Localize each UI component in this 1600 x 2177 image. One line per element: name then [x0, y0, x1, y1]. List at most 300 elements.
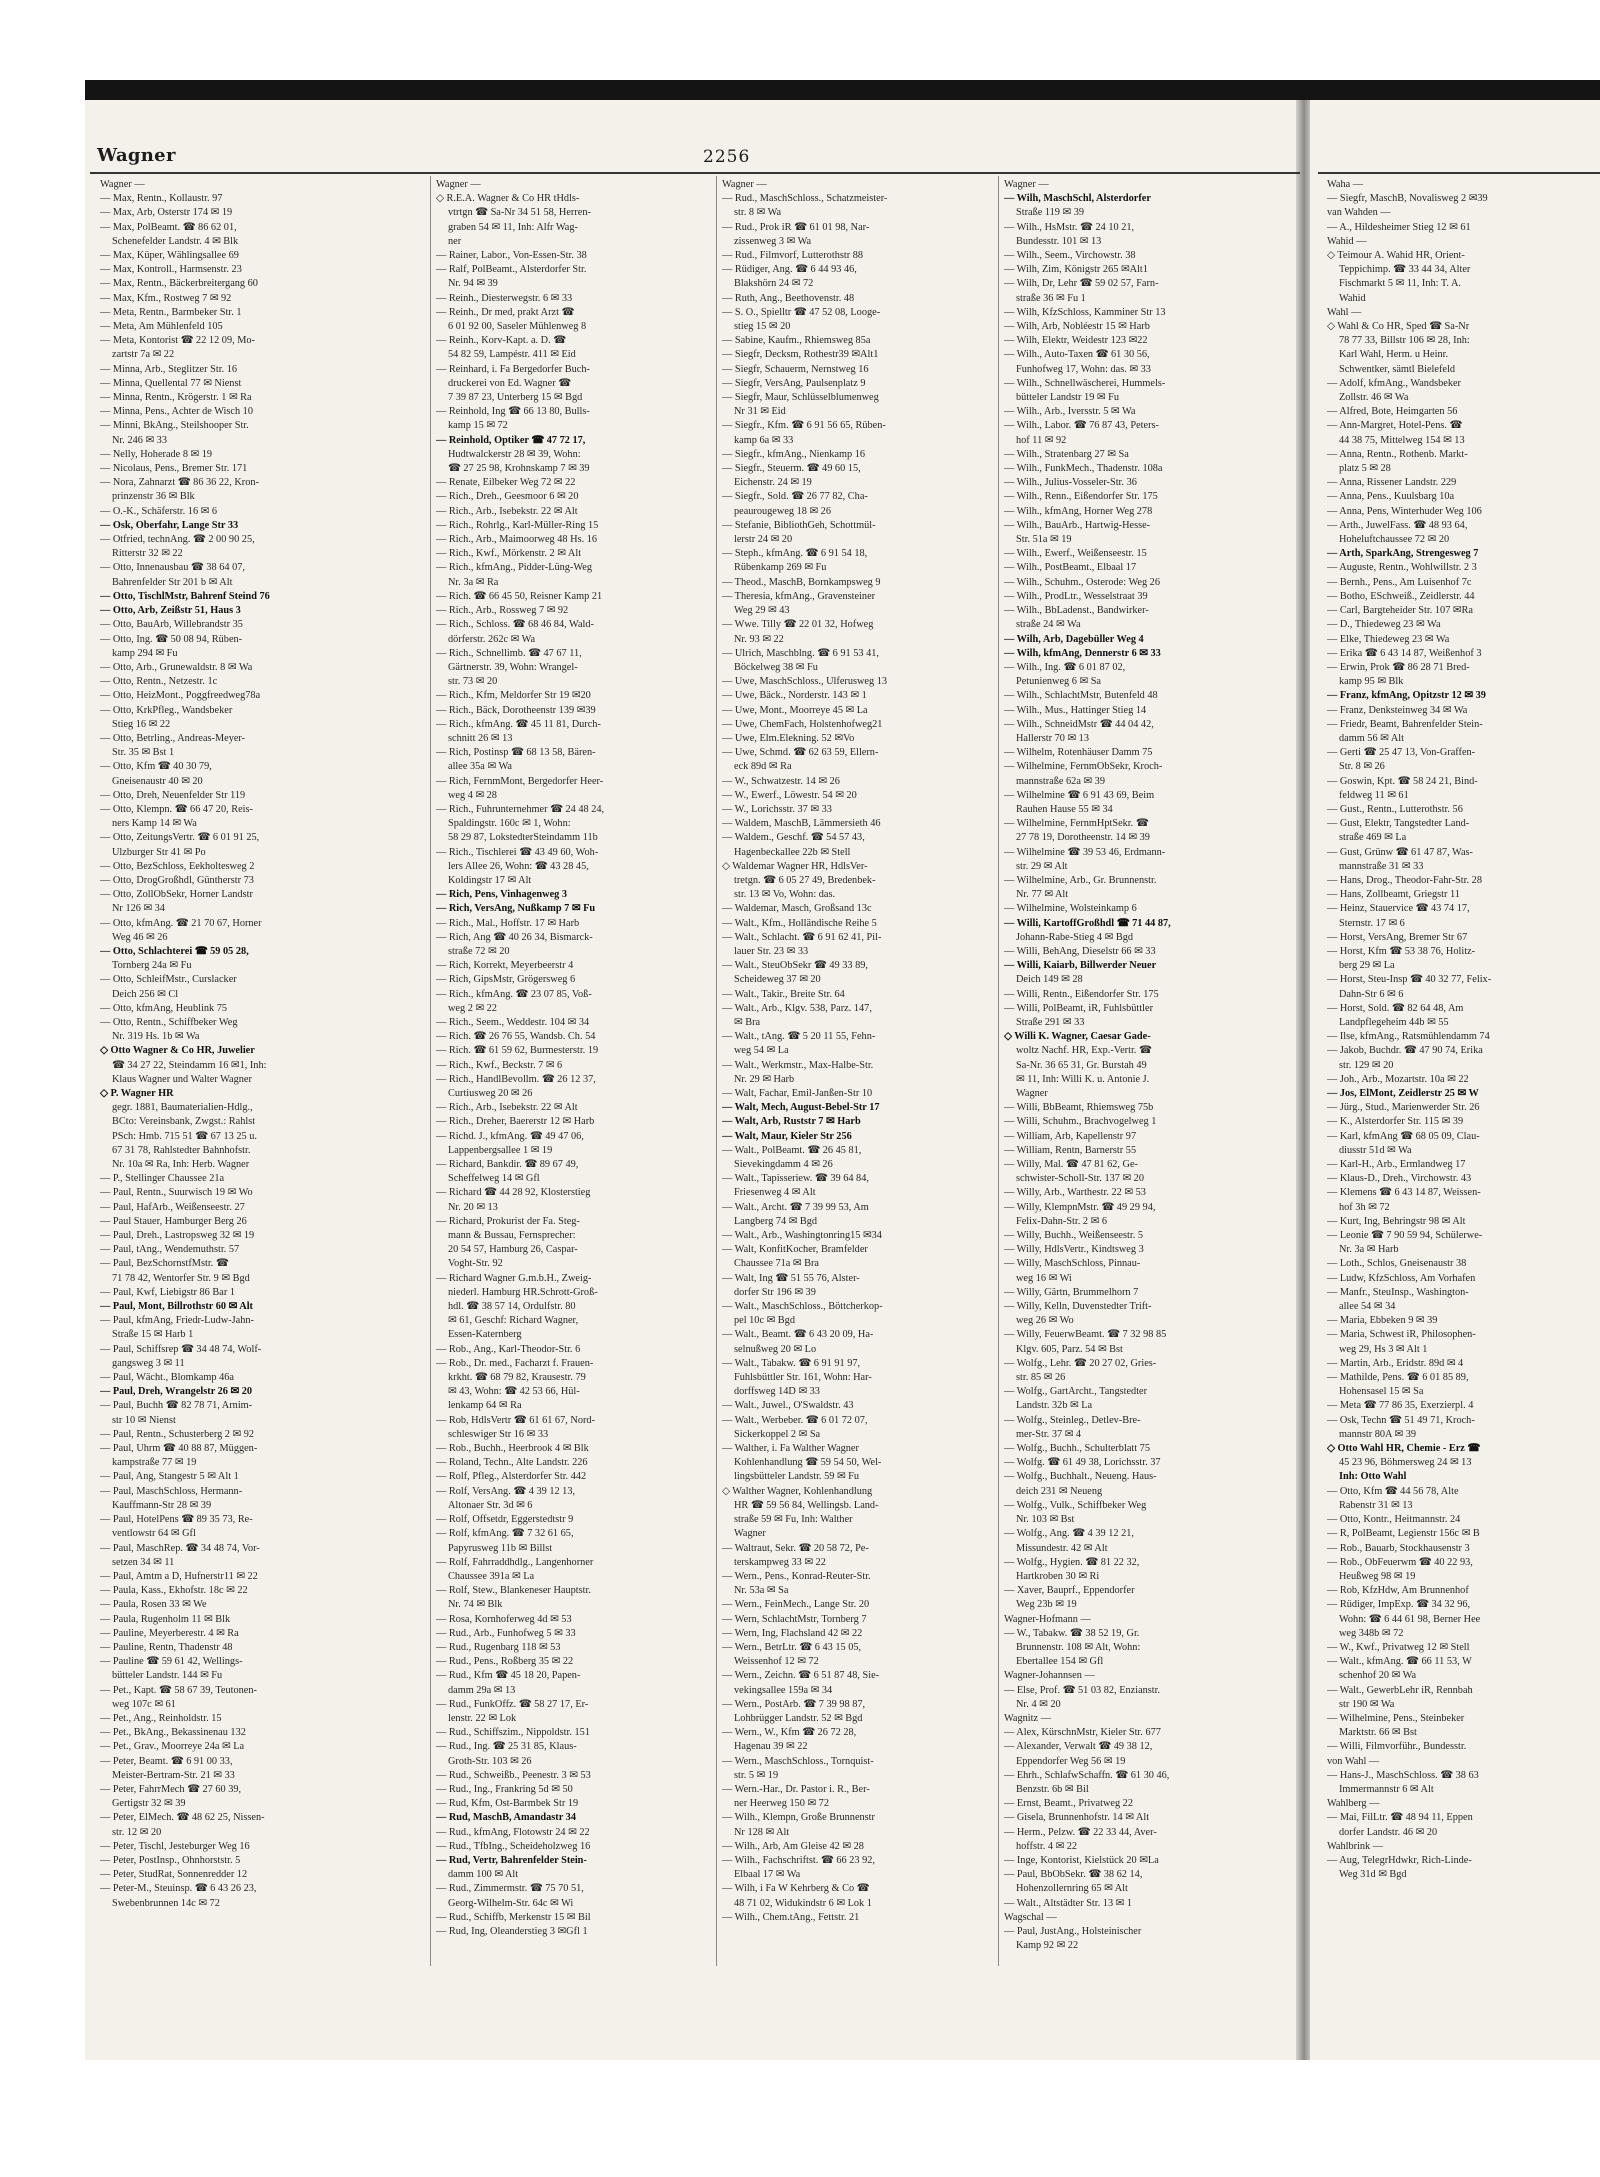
directory-line: 71 78 42, Wentorfer Str. 9 ✉ Bgd	[112, 1272, 250, 1284]
directory-line: — Ralf, PolBeamt., Alsterdorfer Str.	[436, 264, 587, 276]
directory-line: — Paul Stauer, Hamburger Berg 26	[100, 1215, 247, 1227]
directory-line: straße 72 ✉ 20	[448, 945, 510, 957]
directory-line: — Paul, Dreh, Wrangelstr 26 ✉ 20	[100, 1386, 253, 1398]
directory-line: Chaussee 71a ✉ Bra	[734, 1258, 819, 1270]
directory-line: Straße 291 ✉ 33	[1016, 1016, 1085, 1028]
directory-line: bütteler Landstr 19 ✉ Fu	[1016, 392, 1119, 404]
directory-line: — Walt., Beamt. ☎ 6 43 20 09, Ha-	[722, 1329, 874, 1341]
directory-line: Essen-Katernberg	[448, 1329, 522, 1341]
directory-line: — Wolfg., Buchh., Schulterblatt 75	[1004, 1443, 1150, 1455]
directory-line: — Willy, MaschSchloss, Pinnau-	[1004, 1258, 1141, 1270]
directory-line: mannstr 80A ✉ 39	[1339, 1428, 1416, 1440]
directory-line: — Peter, ElMech. ☎ 48 62 25, Nissen-	[100, 1812, 265, 1824]
directory-line: — Wern., BetrLtr. ☎ 6 43 15 05,	[722, 1641, 862, 1653]
directory-line: — Ilse, kfmAng., Ratsmühlendamm 74	[1327, 1031, 1490, 1043]
directory-line: kamp 294 ✉ Fu	[112, 647, 178, 659]
directory-line: Scheffelweg 14 ✉ Gfl	[448, 1173, 540, 1185]
directory-line: Nr 126 ✉ 34	[112, 903, 165, 915]
directory-line: — Rich., kfmAng. ☎ 45 11 81, Durch-	[436, 718, 601, 730]
directory-line: Zollstr. 46 ✉ Wa	[1339, 392, 1409, 404]
directory-line: Voght-Str. 92	[448, 1258, 503, 1270]
directory-line: Inh: Otto Wahl	[1339, 1471, 1407, 1483]
directory-line: — Wilh., PostBeamt., Elbaal 17	[1004, 562, 1137, 574]
directory-line: — Gerti ☎ 25 47 13, Von-Graffen-	[1327, 747, 1476, 759]
directory-line: — Rud., Schweißb., Peenestr. 3 ✉ 53	[436, 1769, 591, 1781]
directory-line: Deich 149 ✉ 28	[1016, 974, 1083, 986]
directory-line: — W., Tabakw. ☎ 38 52 19, Gr.	[1004, 1627, 1140, 1639]
directory-line: — Ulrich, Maschblng. ☎ 6 91 53 41,	[722, 647, 879, 659]
directory-line: lauer Str. 23 ✉ 33	[734, 945, 809, 957]
directory-line: — Rud., Filmvorf, Lutterothstr 88	[722, 250, 864, 262]
directory-line: Altonaer Str. 3d ✉ 6	[448, 1499, 533, 1511]
directory-line: Stieg 16 ✉ 22	[112, 718, 171, 730]
directory-line: hof 11 ✉ 92	[1016, 434, 1067, 446]
directory-line: — Walther, i. Fa Walther Wagner	[722, 1443, 859, 1455]
directory-line: — Hans, Zollbeamt, Griegstr 11	[1327, 889, 1460, 901]
directory-line: — Rich., kfmAng., Pidder-Lüng-Weg	[436, 562, 592, 574]
directory-line: — Wilh., Arb., Iversstr. 5 ✉ Wa	[1004, 406, 1136, 418]
directory-line: str. 5 ✉ 19	[734, 1769, 779, 1781]
directory-line: — Walt., Juwel., O'Swaldstr. 43	[722, 1400, 854, 1412]
directory-line: — Rob, KfzHdw, Am Brunnenhof	[1327, 1585, 1469, 1597]
directory-line: — Rud., Arb., Funhofweg 5 ✉ 33	[436, 1627, 576, 1639]
directory-line: — Willy, Mal. ☎ 47 81 62, Ge-	[1004, 1159, 1138, 1171]
directory-line: Deich 256 ✉ Cl	[112, 988, 179, 1000]
directory-line: Georg-Wilhelm-Str. 64c ✉ Wi	[448, 1897, 574, 1909]
directory-line: Eichenstr. 24 ✉ 19	[734, 477, 812, 489]
directory-line: Nr 128 ✉ Alt	[734, 1826, 790, 1838]
directory-line: — Rob., ObFeuerwm ☎ 40 22 93,	[1327, 1556, 1473, 1568]
directory-line: 27 78 19, Dorotheenstr. 14 ✉ 39	[1016, 832, 1150, 844]
directory-line: — Rich., HandlBevollm. ☎ 26 12 37,	[436, 1073, 596, 1085]
directory-line: — Uwe, Schmd. ☎ 62 63 59, Ellern-	[722, 747, 879, 759]
directory-line: Hudtwalckerstr 28 ✉ 39, Wohn:	[448, 448, 581, 460]
directory-line: — Willy, Arb., Warthestr. 22 ✉ 53	[1004, 1187, 1146, 1199]
directory-line: Hohenzollernring 65 ✉ Alt	[1016, 1883, 1128, 1895]
directory-line: — Horst, VersAng, Bremer Str 67	[1327, 931, 1468, 943]
directory-line: allee 54 ✉ 34	[1339, 1301, 1396, 1313]
directory-line: — Wern., PostArb. ☎ 7 39 98 87,	[722, 1698, 866, 1710]
directory-line: — William, Arb, Kapellenstr 97	[1004, 1130, 1137, 1142]
directory-line: Wagner	[734, 1528, 766, 1540]
directory-line: — Rolf, Stew., Blankeneser Hauptstr.	[436, 1585, 591, 1597]
directory-line: Marktstr. 66 ✉ Bst	[1339, 1727, 1417, 1739]
directory-line: — R, PolBeamt, Legienstr 156c ✉ B	[1327, 1528, 1480, 1540]
directory-line: — Rud., Rugenbarg 118 ✉ 53	[436, 1641, 561, 1653]
directory-line: Johann-Rabe-Stieg 4 ✉ Bgd	[1016, 931, 1134, 943]
directory-line: — Siegfr, MaschB, Novalisweg 2 ✉39	[1327, 193, 1488, 205]
directory-line: Nr. 4 ✉ 20	[1016, 1698, 1061, 1710]
directory-line: — Horst, Kfm ☎ 53 38 76, Holitz-	[1327, 945, 1476, 957]
directory-line: — Alex, KürschnMstr, Kieler Str. 677	[1004, 1727, 1161, 1739]
directory-line: — Wilh, Arb, Nobléestr 15 ✉ Harb	[1004, 321, 1150, 333]
directory-line: hoffstr. 4 ✉ 22	[1016, 1840, 1078, 1852]
directory-line: — Wilhelmine, Pens., Steinbeker	[1327, 1712, 1465, 1724]
directory-line: — Walt, Ing ☎ 51 55 76, Alster-	[722, 1272, 860, 1284]
directory-line: — William, Rentn, Barnerstr 55	[1004, 1144, 1137, 1156]
directory-line: Kohlenhandlung ☎ 59 54 50, Wel-	[734, 1457, 882, 1469]
directory-line: Langberg 74 ✉ Bgd	[734, 1215, 818, 1227]
directory-line: Heußweg 98 ✉ 19	[1339, 1570, 1416, 1582]
directory-line: — Peter, Beamt. ☎ 6 91 00 33,	[100, 1755, 233, 1767]
directory-line: — Rich, Ang ☎ 40 26 34, Bismarck-	[436, 931, 593, 943]
directory-line: — Rud., kfmAng, Flotowstr 24 ✉ 22	[436, 1826, 590, 1838]
directory-line: — Sabine, Kaufm., Rhiemsweg 85a	[722, 335, 871, 347]
directory-line: Felix-Dahn-Str. 2 ✉ 6	[1016, 1215, 1107, 1227]
directory-line: — Steph., kfmAng. ☎ 6 91 54 18,	[722, 548, 868, 560]
directory-line: zartstr 7a ✉ 22	[112, 349, 175, 361]
directory-line: — Willi, BehAng, Dieselstr 66 ✉ 33	[1004, 945, 1156, 957]
directory-line: — Wwe. Tilly ☎ 22 01 32, Hofweg	[722, 619, 874, 631]
directory-line: lingsbütteler Landstr. 59 ✉ Fu	[734, 1471, 860, 1483]
directory-line: kamp 15 ✉ 72	[448, 420, 508, 432]
directory-line: — Otto, KrkPfleg., Wandsbeker	[100, 704, 233, 716]
directory-line: — Max, Rentn., Kollaustr. 97	[100, 193, 223, 205]
directory-line: — Manfr., SteuInsp., Washington-	[1327, 1286, 1469, 1298]
directory-line: — Wilhelmine ☎ 39 53 46, Erdmann-	[1004, 846, 1166, 858]
directory-line: — Rich., Fuhrunternehmer ☎ 24 48 24,	[436, 803, 605, 815]
directory-line: weg 348b ✉ 72	[1339, 1627, 1404, 1639]
directory-line: — K., Alsterdorfer Str. 115 ✉ 39	[1327, 1116, 1464, 1128]
directory-line: — Otto, Rentn., Netzestr. 1c	[100, 676, 218, 688]
directory-line: Blakshörn 24 ✉ 72	[734, 278, 814, 290]
directory-line: weg 4 ✉ 28	[448, 789, 497, 801]
directory-line: mannstraße 31 ✉ 33	[1339, 860, 1424, 872]
directory-line: Lohbrügger Landstr. 52 ✉ Bgd	[734, 1712, 863, 1724]
directory-line: — Wilh., ProdLtr., Wesselstraat 39	[1004, 590, 1148, 602]
directory-line: — Ernst, Beamt., Privatweg 22	[1004, 1798, 1133, 1810]
directory-line: — Wilh, Zim, Königstr 265 ✉Alt1	[1004, 264, 1148, 276]
directory-line: — Mai, FilLtr. ☎ 48 94 11, Eppen	[1327, 1812, 1473, 1824]
directory-line: Nr. 94 ✉ 39	[448, 278, 498, 290]
directory-line: — Richard, Prokurist der Fa. Steg-	[436, 1215, 580, 1227]
directory-line: — Wilhelmine, Wolsteinkamp 6	[1004, 903, 1137, 915]
directory-line: — Willy, Kelln, Duvenstedter Trift-	[1004, 1301, 1152, 1313]
directory-line: hdl. ☎ 38 57 14, Ordulfstr. 80	[448, 1301, 576, 1313]
directory-line: — Walt., Arb., Washingtonring15 ✉34	[722, 1230, 882, 1242]
directory-line: — Otto, Rentn., Schiffbeker Weg	[100, 1016, 238, 1028]
directory-line: — Uwe, ChemFach, Holstenhofweg21	[722, 718, 883, 730]
directory-line: — W., Schwatzestr. 14 ✉ 26	[722, 775, 840, 787]
directory-line: Landpflegeheim 44b ✉ 55	[1339, 1016, 1449, 1028]
directory-line: — Walt, Maur, Kieler Str 256	[722, 1130, 852, 1142]
directory-line: — Peter, StudRat, Sonnenredder 12	[100, 1869, 248, 1881]
directory-line: straße 24 ✉ Wa	[1016, 619, 1081, 631]
column-5-facing	[1327, 178, 1597, 1968]
directory-line: — Rich., Bäck, Dorotheenstr 139 ✉39	[436, 704, 596, 716]
directory-line: Scheideweg 37 ✉ 20	[734, 974, 821, 986]
directory-line: 78 77 33, Billstr 106 ✉ 28, Inh:	[1339, 335, 1470, 347]
directory-line: — Siegfr, Decksm, Rothestr39 ✉Alt1	[722, 349, 879, 361]
directory-line: Hohensasel 15 ✉ Sa	[1339, 1386, 1424, 1398]
directory-line: ✉ 43, Wohn: ☎ 42 53 66, Hül-	[448, 1386, 580, 1398]
directory-line: str. 73 ✉ 20	[448, 676, 498, 688]
directory-line: Hagenbeckallee 22b ✉ Stell	[734, 846, 851, 858]
directory-line: — Loth., Schlos, Gneisenaustr 38	[1327, 1258, 1467, 1270]
directory-line: Klaus Wagner und Walter Wagner	[112, 1073, 252, 1085]
directory-line: ✉ 61, Geschf: Richard Wagner,	[448, 1315, 579, 1327]
directory-line: — Rud, Ing, Oleanderstieg 3 ✉Gfl 1	[436, 1925, 588, 1937]
directory-line: hof 3h ✉ 72	[1339, 1201, 1390, 1213]
directory-line: lers Allee 26, Wohn: ☎ 43 28 45,	[448, 860, 589, 872]
directory-line: — Rich, FernmMont, Bergedorfer Heer-	[436, 775, 604, 787]
page-number: 2256	[703, 147, 751, 167]
directory-line: Elbaal 17 ✉ Wa	[734, 1869, 801, 1881]
directory-line: Wagner-Hofmann —	[1004, 1613, 1091, 1625]
directory-line: ners Kamp 14 ✉ Wa	[112, 818, 197, 830]
column-divider	[716, 176, 717, 1966]
directory-line: — Wilhelmine, Arb., Gr. Brunnenstr.	[1004, 874, 1157, 886]
directory-line: — Rainer, Labor., Von-Essen-Str. 38	[436, 250, 587, 262]
directory-line: — Osk, Oberfahr, Lange Str 33	[100, 519, 239, 531]
directory-line: — Paul, tAng., Wendemuthstr. 57	[100, 1244, 240, 1256]
directory-line: — Horst, Sold. ☎ 82 64 48, Am	[1327, 1002, 1464, 1014]
directory-line: — Rud, Vertr, Bahrenfelder Stein-	[436, 1854, 587, 1866]
directory-line: 44 38 75, Mittelweg 154 ✉ 13	[1339, 434, 1465, 446]
directory-line: ◇ R.E.A. Wagner & Co HR tHdls-	[436, 193, 580, 205]
directory-line: — Walt., Archt. ☎ 7 39 99 53, Am	[722, 1201, 869, 1213]
directory-line: ◇ Otto Wagner & Co HR, Juwelier	[100, 1045, 255, 1057]
directory-line: ner Heerweg 150 ✉ 72	[734, 1798, 829, 1810]
directory-line: — Willy, FeuerwBeamt. ☎ 7 32 98 85	[1004, 1329, 1167, 1341]
directory-line: str 190 ✉ Wa	[1339, 1698, 1395, 1710]
directory-line: — Meta ☎ 77 86 35, Exerzierpl. 4	[1327, 1400, 1474, 1412]
directory-line: — Franz, Denksteinweg 34 ✉ Wa	[1327, 704, 1468, 716]
directory-line: — Adolf, kfmAng., Wandsbeker	[1327, 377, 1461, 389]
directory-line: dorffsweg 14D ✉ 33	[734, 1386, 820, 1398]
directory-line: — Wilh., Julius-Vosseler-Str. 36	[1004, 477, 1137, 489]
directory-line: Wahid —	[1327, 235, 1367, 247]
directory-line: — Paul, Dreh., Lastropsweg 32 ✉ 19	[100, 1230, 255, 1242]
directory-line: Hallerstr 70 ✉ 13	[1016, 732, 1089, 744]
directory-line: — Jakob, Buchdr. ☎ 47 90 74, Erika	[1327, 1045, 1483, 1057]
directory-line: — Rich., Mal., Hoffstr. 17 ✉ Harb	[436, 917, 580, 929]
directory-line: — Paul, Rentn., Suurwisch 19 ✉ Wo	[100, 1187, 253, 1199]
directory-line: — Otto, Klempn. ☎ 66 47 20, Reis-	[100, 803, 253, 815]
directory-line: — Otto, DrogGroßhdl, Güntherstr 73	[100, 874, 254, 886]
directory-line: ◇ Teimour A. Wahid HR, Orient-	[1327, 250, 1465, 262]
directory-line: — Nelly, Hoherade 8 ✉ 19	[100, 448, 213, 460]
directory-line: — Arth, SparkAng, Strengesweg 7	[1327, 548, 1479, 560]
directory-line: — Rich., Kwf., Mörkenstr. 2 ✉ Alt	[436, 548, 582, 560]
directory-line: — Wilh., BbLadenst., Bandwirker-	[1004, 605, 1149, 617]
directory-line: — Wern., FeinMech., Lange Str. 20	[722, 1599, 870, 1611]
directory-line: — Rob., Bauarb, Stockhausenstr 3	[1327, 1542, 1470, 1554]
directory-line: ner	[448, 235, 462, 247]
directory-line: — P., Stellinger Chaussee 21a	[100, 1173, 225, 1185]
directory-line: Waha —	[1327, 179, 1364, 190]
directory-line: Straße 119 ✉ 39	[1016, 207, 1085, 219]
directory-line: — Theod., MaschB, Bornkampsweg 9	[722, 576, 881, 588]
directory-line: — Rich., Seem., Weddestr. 104 ✉ 34	[436, 1016, 590, 1028]
directory-line: — Walt, KonfitKocher, Bramfelder	[722, 1244, 868, 1256]
directory-line: — Rolf, Pfleg., Alsterdorfer Str. 442	[436, 1471, 587, 1483]
directory-line: mannstraße 62a ✉ 39	[1016, 775, 1105, 787]
directory-line: Sternstr. 17 ✉ 6	[1339, 917, 1405, 929]
directory-line: weg 2 ✉ 22	[448, 1002, 497, 1014]
directory-line: Wahl —	[1327, 306, 1362, 318]
directory-line: — Hans-J., MaschSchloss. ☎ 38 63	[1327, 1769, 1479, 1781]
column-4	[1004, 178, 1274, 1968]
directory-line: — Willy, Buchh., Weißenseestr. 5	[1004, 1230, 1143, 1242]
directory-line: — Paul, Schiffsrep ☎ 34 48 74, Wolf-	[100, 1343, 262, 1355]
directory-line: Sa-Nr. 36 65 31, Gr. Burstah 49	[1016, 1059, 1147, 1071]
directory-line: — Max, PolBeamt. ☎ 86 62 01,	[100, 221, 237, 233]
directory-line: — W., Ewerf., Löwestr. 54 ✉ 20	[722, 789, 857, 801]
directory-line: — Rich., Schloss. ☎ 68 46 84, Wald-	[436, 619, 594, 631]
directory-line: bütteler Landstr. 144 ✉ Fu	[112, 1670, 223, 1682]
directory-line: — Gust., Rentn., Lutterothstr. 56	[1327, 803, 1463, 815]
directory-line: Nr. 319 Hs. 1b ✉ Wa	[112, 1031, 200, 1043]
directory-line: — Walt, Arb, Ruststr 7 ✉ Harb	[722, 1116, 861, 1128]
directory-line: gegr. 1881, Baumaterialien-Hdlg.,	[112, 1102, 253, 1114]
directory-line: — Ruth, Ang., Beethovenstr. 48	[722, 292, 855, 304]
directory-line: — Willi, BbBeamt, Rhiemsweg 75b	[1004, 1102, 1154, 1114]
directory-line: berg 29 ✉ La	[1339, 960, 1395, 972]
directory-line: str. 13 ✉ Vo, Wohn: das.	[734, 889, 836, 901]
directory-line: — Walt., MaschSchloss., Böttcherkop-	[722, 1301, 883, 1313]
directory-line: — Rud., Ing., Frankring 5d ✉ 50	[436, 1783, 573, 1795]
directory-line: ✉ 11, Inh: Willi K. u. Antonie J.	[1016, 1073, 1150, 1085]
directory-line: — Anna, Pens., Kuulsbarg 10a	[1327, 491, 1455, 503]
directory-line: str. 85 ✉ 26	[1016, 1372, 1066, 1384]
scan-margin-bottom	[85, 2060, 1600, 2177]
directory-line: Meister-Bertram-Str. 21 ✉ 33	[112, 1769, 235, 1781]
directory-line: Hartkroben 30 ✉ Ri	[1016, 1570, 1100, 1582]
directory-line: — Walt., Takir., Breite Str. 64	[722, 988, 845, 1000]
directory-line: — Rob., Buchh., Heerbrook 4 ✉ Blk	[436, 1443, 589, 1455]
page-header-name: Wagner	[97, 145, 176, 166]
directory-line: dorfer Str 196 ✉ 39	[734, 1286, 816, 1298]
directory-line: — Maria, Ebbeken 9 ✉ 39	[1327, 1315, 1438, 1327]
directory-line: — Willi, Filmvorführ., Bundesstr.	[1327, 1741, 1467, 1753]
directory-line: — Rud., Ing. ☎ 25 31 85, Klaus-	[436, 1741, 577, 1753]
directory-line: — Friedr, Beamt, Bahrenfelder Stein-	[1327, 718, 1483, 730]
directory-line: weg 16 ✉ Wi	[1016, 1272, 1072, 1284]
directory-line: — Peter-M., Steuinsp. ☎ 6 43 26 23,	[100, 1883, 257, 1895]
directory-line: — Pet., Ang., Reinholdstr. 15	[100, 1712, 222, 1724]
directory-line: Teppichimp. ☎ 33 44 34, Alter	[1339, 264, 1471, 276]
directory-line: — Waldemar, Masch, Großsand 13c	[722, 903, 872, 915]
directory-line: Nr. 3a ✉ Ra	[448, 576, 499, 588]
directory-line: — Reinhold, Optiker ☎ 47 72 17,	[436, 434, 586, 446]
directory-line: — Rud., Kfm ☎ 45 18 20, Papen-	[436, 1670, 581, 1682]
directory-line: — Wern., Zeichn. ☎ 6 51 87 48, Sie-	[722, 1670, 880, 1682]
directory-line: ◇ Walther Wagner, Kohlenhandlung	[722, 1485, 873, 1497]
directory-line: platz 5 ✉ 28	[1339, 463, 1391, 475]
directory-line: lerstr 24 ✉ 20	[734, 534, 793, 546]
directory-line: — Otto, Arb, Zeißstr 51, Haus 3	[100, 605, 241, 617]
directory-line: — Wolfg., Lehr. ☎ 20 27 02, Gries-	[1004, 1357, 1157, 1369]
directory-line: peaurougeweg 18 ✉ 26	[734, 505, 831, 517]
directory-line: — Paul, kfmAng, Friedr-Ludw-Jahn-	[100, 1315, 254, 1327]
directory-line: Eppendorfer Weg 56 ✉ 19	[1016, 1755, 1126, 1767]
directory-line: — Otto, ZeitungsVertr. ☎ 6 01 91 25,	[100, 832, 260, 844]
directory-line: — Karl-H., Arb., Ermlandweg 17	[1327, 1159, 1466, 1171]
directory-line: — Willi, Rentn., Eißendorfer Str. 175	[1004, 988, 1159, 1000]
directory-line: — Botho, ESchweiß., Zeidlerstr. 44	[1327, 590, 1475, 602]
directory-line: Nr. 77 ✉ Alt	[1016, 889, 1069, 901]
directory-line: Str. 51a ✉ 19	[1016, 534, 1072, 546]
directory-line: — Paul, HotelPens ☎ 89 35 73, Re-	[100, 1514, 253, 1526]
directory-line: — Paul, Kwf, Liebigstr 86 Bar 1	[100, 1286, 235, 1298]
directory-line: — Wilh., Mus., Hattinger Stieg 14	[1004, 704, 1147, 716]
directory-line: 58 29 87, LokstedterSteindamm 11b	[448, 832, 598, 844]
directory-line: ◇ P. Wagner HR	[100, 1088, 174, 1099]
directory-line: ☎ 34 27 22, Steindamm 16 ✉1, Inh:	[112, 1059, 267, 1071]
directory-line: — Max, Kontroll., Harmsenstr. 23	[100, 264, 242, 276]
directory-line: — Walt., Schlacht. ☎ 6 91 62 41, Pil-	[722, 931, 882, 943]
directory-line: — Walt., Altstädter Str. 13 ✉ 1	[1004, 1897, 1133, 1909]
directory-line: Nr. 3a ✉ Harb	[1339, 1244, 1399, 1256]
directory-line: — Meta, Am Mühlenfeld 105	[100, 321, 223, 333]
directory-line: Wagnitz —	[1004, 1712, 1051, 1724]
directory-line: mer-Str. 37 ✉ 4	[1016, 1428, 1082, 1440]
directory-line: — Klemens ☎ 6 43 14 87, Weissen-	[1327, 1187, 1481, 1199]
directory-line: — Paula, Rugenholm 11 ✉ Blk	[100, 1613, 231, 1625]
directory-line: vekingsallee 159a ✉ 34	[734, 1684, 833, 1696]
directory-line: Lappenbergsallee 1 ✉ 19	[448, 1144, 553, 1156]
directory-line: — Otfried, technAng. ☎ 2 00 90 25,	[100, 534, 255, 546]
directory-line: Karl Wahl, Herm. u Heinr.	[1339, 349, 1449, 361]
directory-line: 20 54 57, Hamburg 26, Caspar-	[448, 1244, 578, 1256]
directory-line: weg 107c ✉ 61	[112, 1698, 176, 1710]
directory-line: — Waltraut, Sekr. ☎ 20 58 72, Pe-	[722, 1542, 869, 1554]
column-divider	[430, 176, 431, 1966]
directory-line: von Wahl —	[1327, 1755, 1380, 1767]
directory-line: — Minna, Arb., Steglitzer Str. 16	[100, 363, 237, 375]
directory-line: — Otto, Kfm ☎ 40 30 79,	[100, 761, 212, 773]
directory-line: — Paul, Rentn., Schusterberg 2 ✉ 92	[100, 1428, 255, 1440]
directory-line: — Rich, Pens, Vinhagenweg 3	[436, 889, 568, 901]
header-rule	[90, 172, 1300, 174]
directory-line: — Otto, kfmAng, Heublink 75	[100, 1002, 227, 1014]
directory-line: — Herm., Pelzw. ☎ 22 33 44, Aver-	[1004, 1826, 1157, 1838]
directory-line: damm 29a ✉ 13	[448, 1684, 516, 1696]
directory-line: — Otto, SchleifMstr., Curslacker	[100, 974, 237, 986]
directory-line: — Waldem, MaschB, Lämmersieth 46	[722, 818, 881, 830]
directory-line: — Max, Kfm., Rostweg 7 ✉ 92	[100, 292, 232, 304]
directory-line: — Wilh., Ing. ☎ 6 01 87 02,	[1004, 661, 1126, 673]
directory-line: — Wern., MaschSchloss., Tornquist-	[722, 1755, 874, 1767]
directory-line: Gärtnerstr. 39, Wohn: Wrangel-	[448, 661, 578, 673]
directory-line: — Wilh, Elektr, Weidestr 123 ✉22	[1004, 335, 1148, 347]
directory-line: gangsweg 3 ✉ 11	[112, 1357, 185, 1369]
directory-line: dörferstr. 262c ✉ Wa	[448, 633, 536, 645]
directory-line: — Siegfr., Sold. ☎ 26 77 82, Cha-	[722, 491, 868, 503]
directory-line: — Otto, kfmAng. ☎ 21 70 67, Horner	[100, 917, 262, 929]
directory-line: Wahid	[1339, 292, 1366, 304]
directory-line: straße 36 ✉ Fu 1	[1016, 292, 1086, 304]
directory-line: — Rosa, Kornhoferweg 4d ✉ 53	[436, 1613, 572, 1625]
directory-line: — Uwe, MaschSchloss., Ulferusweg 13	[722, 676, 888, 688]
directory-line: — Mathilde, Pens. ☎ 6 01 85 89,	[1327, 1372, 1469, 1384]
directory-line: — Wilh, kfmAng, Dennerstr 6 ✉ 33	[1004, 647, 1161, 659]
directory-line: — Xaver, Bauprf., Eppendorfer	[1004, 1585, 1135, 1597]
directory-line: — Peter, FahrrMech ☎ 27 60 39,	[100, 1783, 242, 1795]
directory-line: — Richd. J., kfmAng. ☎ 49 47 06,	[436, 1130, 584, 1142]
directory-line: Nr. 53a ✉ Sa	[734, 1585, 789, 1597]
directory-line: — Wilh., Seem., Virchowstr. 38	[1004, 250, 1136, 262]
directory-line: druckerei von Ed. Wagner ☎	[448, 377, 572, 389]
directory-line: Wagner —	[722, 179, 767, 190]
directory-line: — Paul, BbObSekr. ☎ 38 62 14,	[1004, 1869, 1143, 1881]
directory-line: — Wilhelm, Rotenhäuser Damm 75	[1004, 747, 1153, 759]
directory-line: damm 56 ✉ Alt	[1339, 732, 1404, 744]
directory-line: Str. 35 ✉ Bst 1	[112, 747, 175, 759]
directory-line: kamp 95 ✉ Blk	[1339, 676, 1404, 688]
directory-line: — Reinh., Diesterwegstr. 6 ✉ 33	[436, 292, 573, 304]
